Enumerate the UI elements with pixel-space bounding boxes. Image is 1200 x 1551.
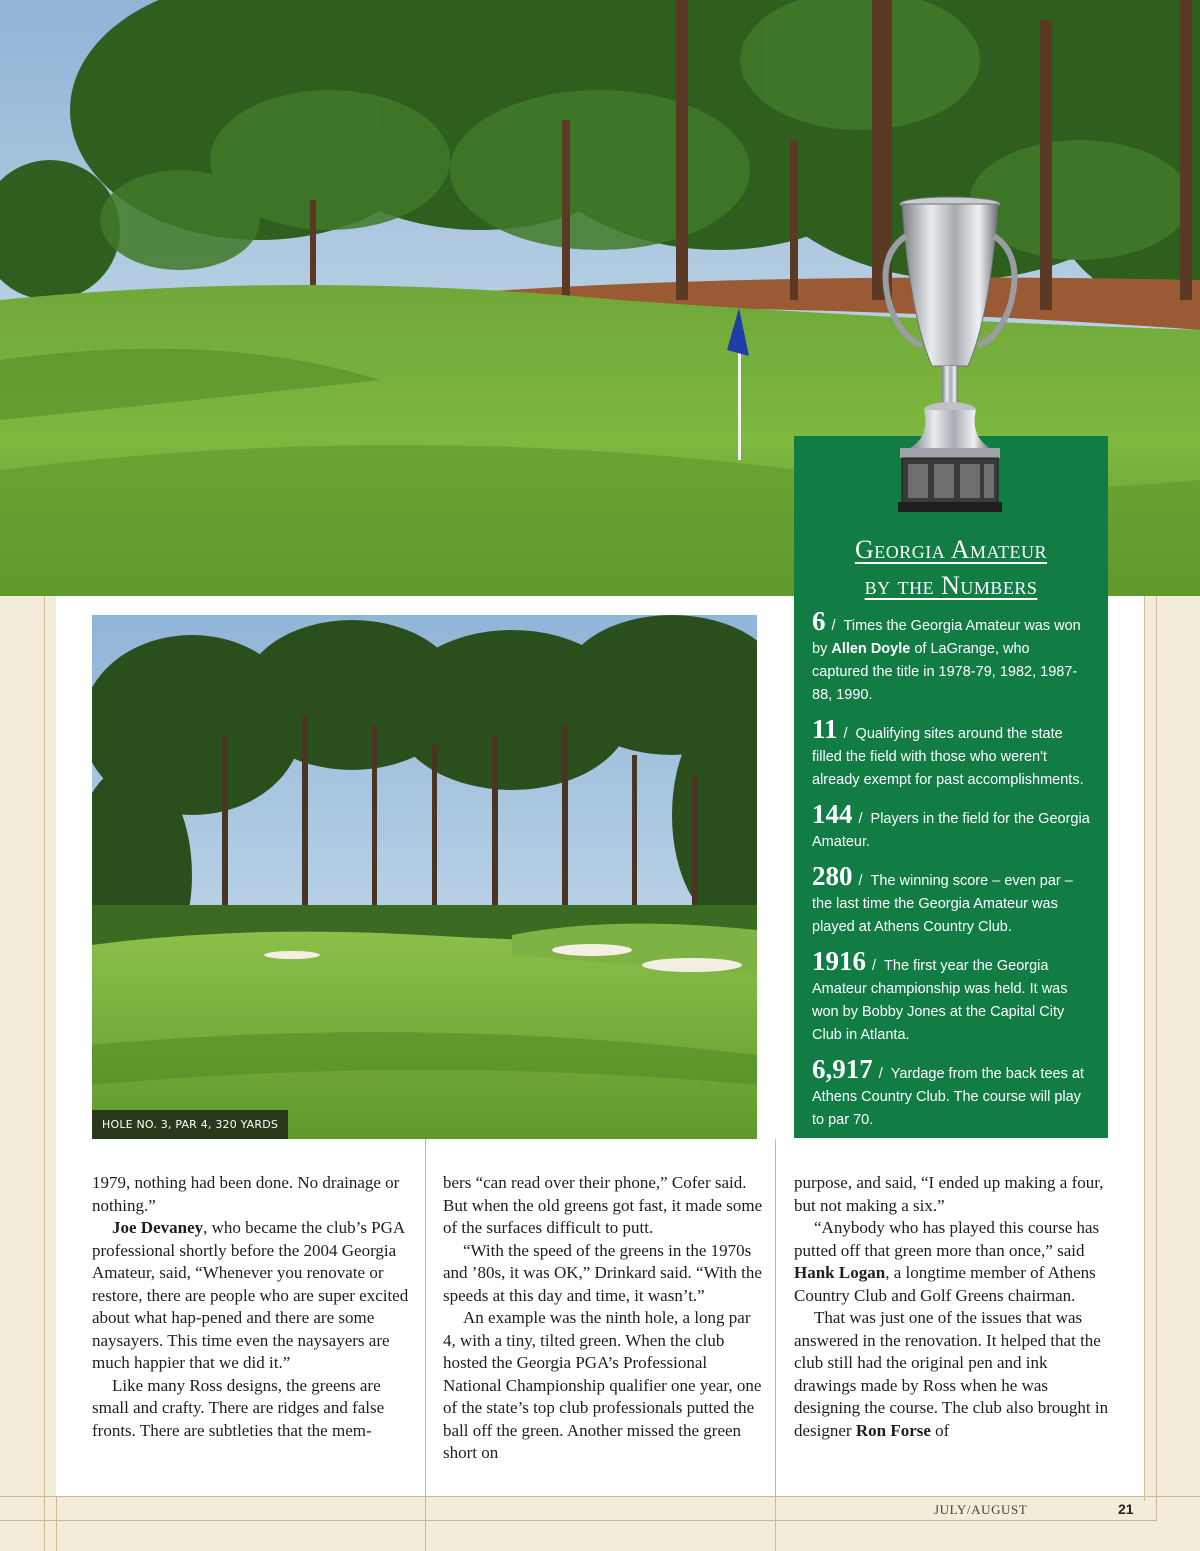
frame-rule-left-outer [44, 596, 45, 1551]
article-column-1 [92, 1172, 412, 1442]
stat-number: 1916 [812, 946, 866, 976]
person-name: Hank Logan [794, 1263, 886, 1282]
paragraph-text: “Anybody who has played this course has putted off that green more than once,” said [794, 1218, 1100, 1260]
stat-name: Allen Doyle [831, 641, 911, 657]
paragraph-text: “With the speed of the greens in the 1970s and ’80s, it was OK,” Drinkard said. “With the speeds at this day and time, it wasn’t.” [443, 1240, 762, 1305]
paragraph [443, 1172, 763, 1240]
sidebar-title-line1: Georgia Amateur [854, 535, 1048, 564]
person-name: Joe Devaney [112, 1218, 204, 1237]
paragraph [443, 1307, 763, 1465]
paragraph [794, 1307, 1114, 1442]
page-number: 21 [1118, 1501, 1134, 1517]
article-column-2 [443, 1172, 763, 1465]
paragraph [443, 1240, 763, 1308]
frame-rule-right-outer [1156, 596, 1157, 1521]
stat-item [812, 799, 1090, 854]
paragraph-text: , who became the club’s PGA professional shortly before the 2004 Georgia Amateur, said, “Whenever you renovate or restore, there are people who are super excited about what hap-pened and there are some naysayers. This time even the naysayers are much happier that we did it.” [92, 1218, 409, 1372]
column-divider [425, 1139, 426, 1551]
stat-number: 11 [812, 714, 838, 744]
inset-golf-hole-scene [92, 615, 757, 1139]
stat-item [812, 946, 1090, 1047]
stat-separator: / [878, 1066, 883, 1082]
stat-separator: / [831, 618, 836, 634]
frame-rule-bottom [0, 1496, 1200, 1497]
stat-text: of LaGrange, who captured the title in 1978-79, 1982, 1987-88, 1990. [812, 641, 1078, 703]
sidebar-title [812, 532, 1090, 604]
trophy-icon [880, 196, 1020, 520]
paragraph [92, 1375, 412, 1443]
stat-item [812, 1054, 1090, 1132]
paragraph-text: , a longtime member of Athens Country Club and Golf Greens chairman. [794, 1263, 1096, 1305]
paragraph-text: purpose, and said, “I ended up making a four, but not making a six.” [794, 1173, 1104, 1215]
article-column-3 [794, 1172, 1114, 1442]
paragraph [794, 1172, 1114, 1217]
paragraph-text: That was just one of the issues that was answered in the renovation. It helped that the club still had the original pen and ink drawings made by Ross when he was designing the course. The club also brought in designer [794, 1308, 1109, 1440]
frame-rule-bottom-2 [0, 1520, 1157, 1521]
paragraph-text: An example was the ninth hole, a long par 4, with a tiny, tilted green. When the club hosted the Georgia PGA’s Professional National Championship qualifier one year, one of the state’s top club professionals putted the ball off the green. Another missed the green short on [443, 1308, 762, 1462]
paragraph-text: bers “can read over their phone,” Cofer said. But when the old greens got fast, it made some of the surfaces difficult to putt. [443, 1173, 763, 1237]
stat-number: 280 [812, 861, 853, 891]
stat-text: Players in the field for the Georgia Amateur. [812, 811, 1090, 850]
stat-text: Qualifying sites around the state filled the field with those who weren't already exempt for past accomplishments. [812, 726, 1084, 788]
paragraph-text: 1979, nothing had been done. No drainage or nothing.” [92, 1173, 400, 1215]
inset-photo [92, 615, 757, 1139]
stat-text: Times the Georgia Amateur was won by [812, 618, 1081, 657]
person-name: Ron Forse [855, 1420, 931, 1440]
stat-item [812, 861, 1090, 939]
stat-item [812, 714, 1090, 792]
paragraph [92, 1172, 412, 1217]
paragraph [794, 1217, 1114, 1307]
stat-number: 6 [812, 606, 826, 636]
stat-text: Yardage from the back tees at Athens Country Club. The course will play to par 70. [812, 1066, 1084, 1128]
sidebar-title-line2: by the Numbers [864, 571, 1038, 600]
stat-separator: / [872, 958, 877, 974]
issue-label: JULY/AUGUST [934, 1502, 1028, 1517]
stat-separator: / [858, 873, 863, 889]
column-divider [775, 1139, 776, 1551]
stat-separator: / [843, 726, 848, 742]
paragraph [92, 1217, 412, 1375]
stat-text: The first year the Georgia Amateur championship was held. It was won by Bobby Jones at the Capital City Club in Atlanta. [812, 958, 1068, 1043]
stats-sidebar [794, 436, 1108, 1138]
stat-number: 6,917 [812, 1054, 873, 1084]
stat-number: 144 [812, 799, 853, 829]
paragraph-text: of [930, 1420, 950, 1440]
frame-rule-right-inner [1144, 596, 1145, 1501]
stat-separator: / [858, 811, 863, 827]
paragraph-text: Like many Ross designs, the greens are small and crafty. There are ridges and false fronts. There are subtleties that the mem- [92, 1375, 385, 1440]
photo-caption: HOLE NO. 3, PAR 4, 320 YARDS [92, 1110, 288, 1139]
stat-item [812, 606, 1090, 707]
stat-text: The winning score – even par – the last time the Georgia Amateur was played at Athens Country Club. [812, 873, 1073, 935]
